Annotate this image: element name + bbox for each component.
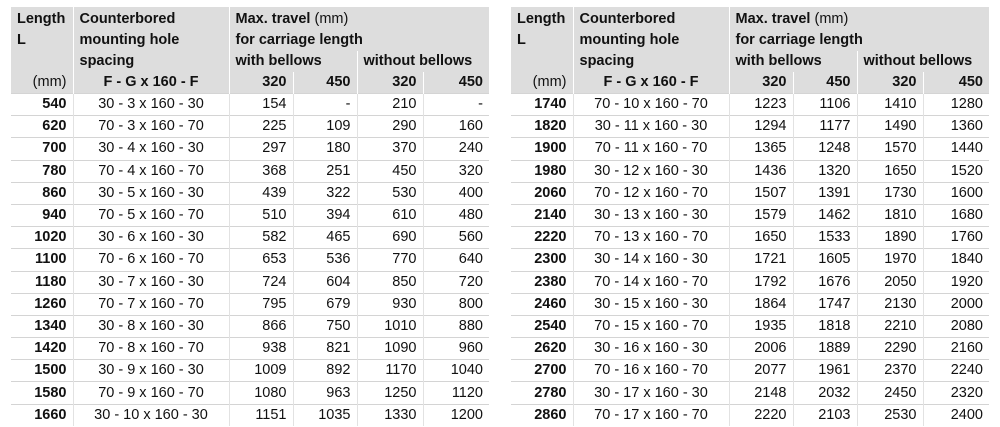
with-bellows-320-cell: 1864 xyxy=(729,293,793,315)
with-bellows-header: with bellows xyxy=(229,51,357,72)
spacing-cell: 70 - 14 x 160 - 70 xyxy=(573,271,729,293)
without-bellows-450-cell: 2080 xyxy=(923,315,989,337)
with-bellows-320-cell: 368 xyxy=(229,160,293,182)
spacing-cell: 70 - 4 x 160 - 70 xyxy=(73,160,229,182)
without-bellows-450-cell: 720 xyxy=(423,271,489,293)
with-bellows-320-cell: 2148 xyxy=(729,382,793,404)
with-bellows-320-cell: 1009 xyxy=(229,360,293,382)
length-symbol: L xyxy=(17,32,26,48)
length-cell: 2460 xyxy=(511,293,573,315)
without-bellows-320-cell: 530 xyxy=(357,182,423,204)
without-bellows-450-cell: 480 xyxy=(423,204,489,226)
without-bellows-450-cell: 880 xyxy=(423,315,489,337)
table-row xyxy=(11,271,489,293)
without-bellows-450-cell: 2160 xyxy=(923,338,989,360)
length-cell: 1740 xyxy=(511,94,573,116)
without-bellows-320-cell: 1730 xyxy=(857,182,923,204)
with-bellows-320-cell: 297 xyxy=(229,138,293,160)
length-header-spacer xyxy=(511,51,573,72)
without-bellows-320-cell: 690 xyxy=(357,227,423,249)
with-bellows-320: 320 xyxy=(229,72,293,94)
table-row xyxy=(11,315,489,337)
table-row xyxy=(511,227,989,249)
table-row xyxy=(11,204,489,226)
with-bellows-320-cell: 2220 xyxy=(729,404,793,426)
without-bellows-450-cell: 1600 xyxy=(923,182,989,204)
carriage-length-label: for carriage length xyxy=(235,32,363,48)
without-bellows-header: without bellows xyxy=(357,51,489,72)
spacing-cell: 70 - 9 x 160 - 70 xyxy=(73,382,229,404)
with-bellows-450-cell: 963 xyxy=(293,382,357,404)
carriage-length-label: for carriage length xyxy=(735,32,863,48)
with-bellows-320-cell: 938 xyxy=(229,338,293,360)
without-bellows-320-cell: 1970 xyxy=(857,249,923,271)
without-bellows-320-cell: 290 xyxy=(357,116,423,138)
length-cell: 780 xyxy=(11,160,73,182)
without-bellows-450-cell: 1760 xyxy=(923,227,989,249)
max-travel-label: Max. travel xyxy=(235,11,311,27)
without-bellows-450-cell: 2400 xyxy=(923,404,989,426)
with-bellows-450-cell: 2032 xyxy=(793,382,857,404)
table-row xyxy=(11,182,489,204)
spacing-cell: 30 - 9 x 160 - 30 xyxy=(73,360,229,382)
with-bellows-320-cell: 1365 xyxy=(729,138,793,160)
table-row xyxy=(11,338,489,360)
without-bellows-450-cell: 640 xyxy=(423,249,489,271)
length-label: Length xyxy=(17,11,66,27)
without-bellows-320-cell: 450 xyxy=(357,160,423,182)
length-cell: 2220 xyxy=(511,227,573,249)
length-cell: 1660 xyxy=(11,404,73,426)
table-row xyxy=(511,160,989,182)
without-bellows-320-cell: 2530 xyxy=(857,404,923,426)
with-bellows-450-cell: 1391 xyxy=(793,182,857,204)
with-bellows-320-cell: 1721 xyxy=(729,249,793,271)
with-bellows-320-cell: 795 xyxy=(229,293,293,315)
spacing-cell: 30 - 15 x 160 - 30 xyxy=(573,293,729,315)
table-row xyxy=(11,360,489,382)
without-bellows-450-cell: 560 xyxy=(423,227,489,249)
with-bellows-450-cell: 465 xyxy=(293,227,357,249)
table-row xyxy=(11,404,489,426)
table-row xyxy=(511,182,989,204)
with-bellows-450-cell: 1961 xyxy=(793,360,857,382)
without-bellows-320-cell: 770 xyxy=(357,249,423,271)
length-cell: 2140 xyxy=(511,204,573,226)
with-bellows-320-cell: 653 xyxy=(229,249,293,271)
with-bellows-450-cell: 536 xyxy=(293,249,357,271)
without-bellows-320-cell: 1570 xyxy=(857,138,923,160)
with-bellows-450-cell: 1889 xyxy=(793,338,857,360)
without-bellows-320-cell: 210 xyxy=(357,94,423,116)
without-bellows-450-cell: 1040 xyxy=(423,360,489,382)
without-bellows-450-cell: 1440 xyxy=(923,138,989,160)
spacing-cell: 70 - 7 x 160 - 70 xyxy=(73,293,229,315)
spacing-cell: 70 - 16 x 160 - 70 xyxy=(573,360,729,382)
with-bellows-450-cell: 821 xyxy=(293,338,357,360)
without-bellows-320-cell: 850 xyxy=(357,271,423,293)
max-travel-header xyxy=(229,7,489,51)
spacing-cell: 30 - 11 x 160 - 30 xyxy=(573,116,729,138)
length-label: Length xyxy=(517,11,566,27)
table-row xyxy=(511,204,989,226)
without-bellows-320: 320 xyxy=(857,72,923,94)
spacing-cell: 70 - 17 x 160 - 70 xyxy=(573,404,729,426)
table-row xyxy=(511,360,989,382)
max-travel-unit: (mm) xyxy=(810,11,849,27)
without-bellows-450: 450 xyxy=(923,72,989,94)
length-cell: 1980 xyxy=(511,160,573,182)
without-bellows-450-cell: 2240 xyxy=(923,360,989,382)
without-bellows-320-cell: 1810 xyxy=(857,204,923,226)
length-cell: 1180 xyxy=(11,271,73,293)
without-bellows-320-cell: 1890 xyxy=(857,227,923,249)
with-bellows-450-cell: 109 xyxy=(293,116,357,138)
with-bellows-450-cell: 679 xyxy=(293,293,357,315)
with-bellows-450-cell: 1676 xyxy=(793,271,857,293)
table-row xyxy=(511,338,989,360)
table-row xyxy=(511,315,989,337)
without-bellows-320-cell: 370 xyxy=(357,138,423,160)
table-row xyxy=(11,249,489,271)
spacing-cell: 70 - 10 x 160 - 70 xyxy=(573,94,729,116)
without-bellows-450-cell: 160 xyxy=(423,116,489,138)
without-bellows-320-cell: 1250 xyxy=(357,382,423,404)
with-bellows-320-cell: 225 xyxy=(229,116,293,138)
without-bellows-450-cell: 2320 xyxy=(923,382,989,404)
without-bellows-450-cell: 1280 xyxy=(923,94,989,116)
without-bellows-450-cell: 320 xyxy=(423,160,489,182)
without-bellows-320-cell: 930 xyxy=(357,293,423,315)
table-body-left xyxy=(11,94,489,426)
spacing-header xyxy=(73,7,229,72)
spacing-cell: 30 - 14 x 160 - 30 xyxy=(573,249,729,271)
with-bellows-450-cell: 1818 xyxy=(793,315,857,337)
with-bellows-320-cell: 1792 xyxy=(729,271,793,293)
table-row xyxy=(511,116,989,138)
with-bellows-320-cell: 1507 xyxy=(729,182,793,204)
table-body-right xyxy=(511,94,989,426)
length-cell: 1420 xyxy=(11,338,73,360)
without-bellows-320-cell: 1410 xyxy=(857,94,923,116)
with-bellows-450-cell: 750 xyxy=(293,315,357,337)
spacing-cell: 30 - 4 x 160 - 30 xyxy=(73,138,229,160)
length-cell: 700 xyxy=(11,138,73,160)
with-bellows-320-cell: 1151 xyxy=(229,404,293,426)
without-bellows-450-cell: 400 xyxy=(423,182,489,204)
length-cell: 1900 xyxy=(511,138,573,160)
without-bellows-320-cell: 2370 xyxy=(857,360,923,382)
without-bellows-450-cell: 1120 xyxy=(423,382,489,404)
spacing-cell: 30 - 3 x 160 - 30 xyxy=(73,94,229,116)
spacing-cell: 70 - 12 x 160 - 70 xyxy=(573,182,729,204)
spacing-cell: 30 - 17 x 160 - 30 xyxy=(573,382,729,404)
spacing-cell: 70 - 15 x 160 - 70 xyxy=(573,315,729,337)
without-bellows-320-cell: 1650 xyxy=(857,160,923,182)
table-row xyxy=(511,271,989,293)
length-cell: 2540 xyxy=(511,315,573,337)
length-cell: 2060 xyxy=(511,182,573,204)
unit-label: (mm) xyxy=(511,72,573,94)
spacing-line1: Counterbored xyxy=(579,11,676,27)
spacing-cell: 30 - 16 x 160 - 30 xyxy=(573,338,729,360)
spacing-line2: mounting hole xyxy=(579,32,680,48)
without-bellows-320-cell: 2130 xyxy=(857,293,923,315)
with-bellows-450-cell: 1106 xyxy=(793,94,857,116)
with-bellows-320-cell: 1223 xyxy=(729,94,793,116)
max-travel-unit: (mm) xyxy=(310,11,349,27)
spacing-line2: mounting hole xyxy=(79,32,180,48)
with-bellows-450-cell: 251 xyxy=(293,160,357,182)
with-bellows-320-cell: 1650 xyxy=(729,227,793,249)
with-bellows-320-cell: 2006 xyxy=(729,338,793,360)
length-cell: 2860 xyxy=(511,404,573,426)
length-cell: 540 xyxy=(11,94,73,116)
without-bellows-450: 450 xyxy=(423,72,489,94)
length-header xyxy=(11,7,73,51)
with-bellows-450-cell: 604 xyxy=(293,271,357,293)
table-row xyxy=(511,138,989,160)
without-bellows-320-cell: 1330 xyxy=(357,404,423,426)
with-bellows-header: with bellows xyxy=(729,51,857,72)
table-row xyxy=(11,382,489,404)
with-bellows-320: 320 xyxy=(729,72,793,94)
without-bellows-450-cell: 1680 xyxy=(923,204,989,226)
with-bellows-450-cell: 1747 xyxy=(793,293,857,315)
length-cell: 1100 xyxy=(11,249,73,271)
with-bellows-450-cell: - xyxy=(293,94,357,116)
length-cell: 1020 xyxy=(11,227,73,249)
with-bellows-450-cell: 1462 xyxy=(793,204,857,226)
spacing-line1: Counterbored xyxy=(79,11,176,27)
without-bellows-320-cell: 1170 xyxy=(357,360,423,382)
table-row xyxy=(11,138,489,160)
spacing-cell: 70 - 5 x 160 - 70 xyxy=(73,204,229,226)
with-bellows-450-cell: 1035 xyxy=(293,404,357,426)
without-bellows-320-cell: 2290 xyxy=(857,338,923,360)
unit-label: (mm) xyxy=(11,72,73,94)
with-bellows-320-cell: 510 xyxy=(229,204,293,226)
without-bellows-450-cell: 2000 xyxy=(923,293,989,315)
length-cell: 2380 xyxy=(511,271,573,293)
length-cell: 1260 xyxy=(11,293,73,315)
with-bellows-320-cell: 439 xyxy=(229,182,293,204)
with-bellows-320-cell: 1436 xyxy=(729,160,793,182)
without-bellows-320-cell: 1010 xyxy=(357,315,423,337)
without-bellows-450-cell: 960 xyxy=(423,338,489,360)
without-bellows-450-cell: 1840 xyxy=(923,249,989,271)
spacing-header xyxy=(573,7,729,72)
table-row xyxy=(511,249,989,271)
spacing-cell: 30 - 8 x 160 - 30 xyxy=(73,315,229,337)
table-row xyxy=(11,116,489,138)
without-bellows-320-cell: 2450 xyxy=(857,382,923,404)
table-row xyxy=(511,293,989,315)
length-cell: 1340 xyxy=(11,315,73,337)
without-bellows-320: 320 xyxy=(357,72,423,94)
with-bellows-450-cell: 1248 xyxy=(793,138,857,160)
spacing-cell: 30 - 6 x 160 - 30 xyxy=(73,227,229,249)
with-bellows-320-cell: 1294 xyxy=(729,116,793,138)
with-bellows-450-cell: 2103 xyxy=(793,404,857,426)
with-bellows-450-cell: 1320 xyxy=(793,160,857,182)
spacing-cell: 30 - 12 x 160 - 30 xyxy=(573,160,729,182)
table-row xyxy=(11,293,489,315)
without-bellows-450-cell: 1360 xyxy=(923,116,989,138)
spacing-cell: 30 - 10 x 160 - 30 xyxy=(73,404,229,426)
without-bellows-320-cell: 1490 xyxy=(857,116,923,138)
length-cell: 2300 xyxy=(511,249,573,271)
with-bellows-320-cell: 154 xyxy=(229,94,293,116)
without-bellows-320-cell: 610 xyxy=(357,204,423,226)
table-row xyxy=(11,160,489,182)
without-bellows-450-cell: - xyxy=(423,94,489,116)
spacing-cell: 70 - 8 x 160 - 70 xyxy=(73,338,229,360)
length-cell: 1820 xyxy=(511,116,573,138)
length-cell: 940 xyxy=(11,204,73,226)
with-bellows-450-cell: 892 xyxy=(293,360,357,382)
table-row xyxy=(11,94,489,116)
with-bellows-320-cell: 582 xyxy=(229,227,293,249)
with-bellows-450-cell: 1177 xyxy=(793,116,857,138)
without-bellows-header: without bellows xyxy=(857,51,989,72)
without-bellows-450-cell: 240 xyxy=(423,138,489,160)
with-bellows-320-cell: 1080 xyxy=(229,382,293,404)
spacing-cell: 30 - 13 x 160 - 30 xyxy=(573,204,729,226)
without-bellows-450-cell: 1520 xyxy=(923,160,989,182)
with-bellows-320-cell: 866 xyxy=(229,315,293,337)
with-bellows-450: 450 xyxy=(793,72,857,94)
with-bellows-450: 450 xyxy=(293,72,357,94)
spacing-cell: 70 - 13 x 160 - 70 xyxy=(573,227,729,249)
length-header xyxy=(511,7,573,51)
with-bellows-320-cell: 2077 xyxy=(729,360,793,382)
length-cell: 2620 xyxy=(511,338,573,360)
length-cell: 860 xyxy=(11,182,73,204)
spacing-line3: spacing xyxy=(79,53,135,69)
length-cell: 2780 xyxy=(511,382,573,404)
with-bellows-450-cell: 180 xyxy=(293,138,357,160)
length-cell: 2700 xyxy=(511,360,573,382)
length-symbol: L xyxy=(517,32,526,48)
max-travel-header xyxy=(729,7,989,51)
with-bellows-450-cell: 394 xyxy=(293,204,357,226)
without-bellows-320-cell: 2050 xyxy=(857,271,923,293)
without-bellows-450-cell: 1920 xyxy=(923,271,989,293)
with-bellows-320-cell: 724 xyxy=(229,271,293,293)
length-header-spacer xyxy=(11,51,73,72)
table-row xyxy=(511,382,989,404)
with-bellows-320-cell: 1579 xyxy=(729,204,793,226)
spacing-cell: 30 - 5 x 160 - 30 xyxy=(73,182,229,204)
with-bellows-450-cell: 1533 xyxy=(793,227,857,249)
with-bellows-320-cell: 1935 xyxy=(729,315,793,337)
without-bellows-320-cell: 2210 xyxy=(857,315,923,337)
without-bellows-450-cell: 800 xyxy=(423,293,489,315)
spacing-cell: 30 - 7 x 160 - 30 xyxy=(73,271,229,293)
table-row xyxy=(511,94,989,116)
spacing-cell: 70 - 11 x 160 - 70 xyxy=(573,138,729,160)
length-cell: 620 xyxy=(11,116,73,138)
spacing-cell: 70 - 3 x 160 - 70 xyxy=(73,116,229,138)
spacing-cell: 70 - 6 x 160 - 70 xyxy=(73,249,229,271)
spacing-formula: F - G x 160 - F xyxy=(573,72,729,94)
length-cell: 1580 xyxy=(11,382,73,404)
table-row xyxy=(11,227,489,249)
max-travel-label: Max. travel xyxy=(735,11,811,27)
spacing-formula: F - G x 160 - F xyxy=(73,72,229,94)
length-cell: 1500 xyxy=(11,360,73,382)
table-row xyxy=(511,404,989,426)
with-bellows-450-cell: 322 xyxy=(293,182,357,204)
spacing-line3: spacing xyxy=(579,53,635,69)
without-bellows-450-cell: 1200 xyxy=(423,404,489,426)
travel-table-left xyxy=(11,7,489,426)
with-bellows-450-cell: 1605 xyxy=(793,249,857,271)
without-bellows-320-cell: 1090 xyxy=(357,338,423,360)
travel-table-right xyxy=(511,7,989,426)
